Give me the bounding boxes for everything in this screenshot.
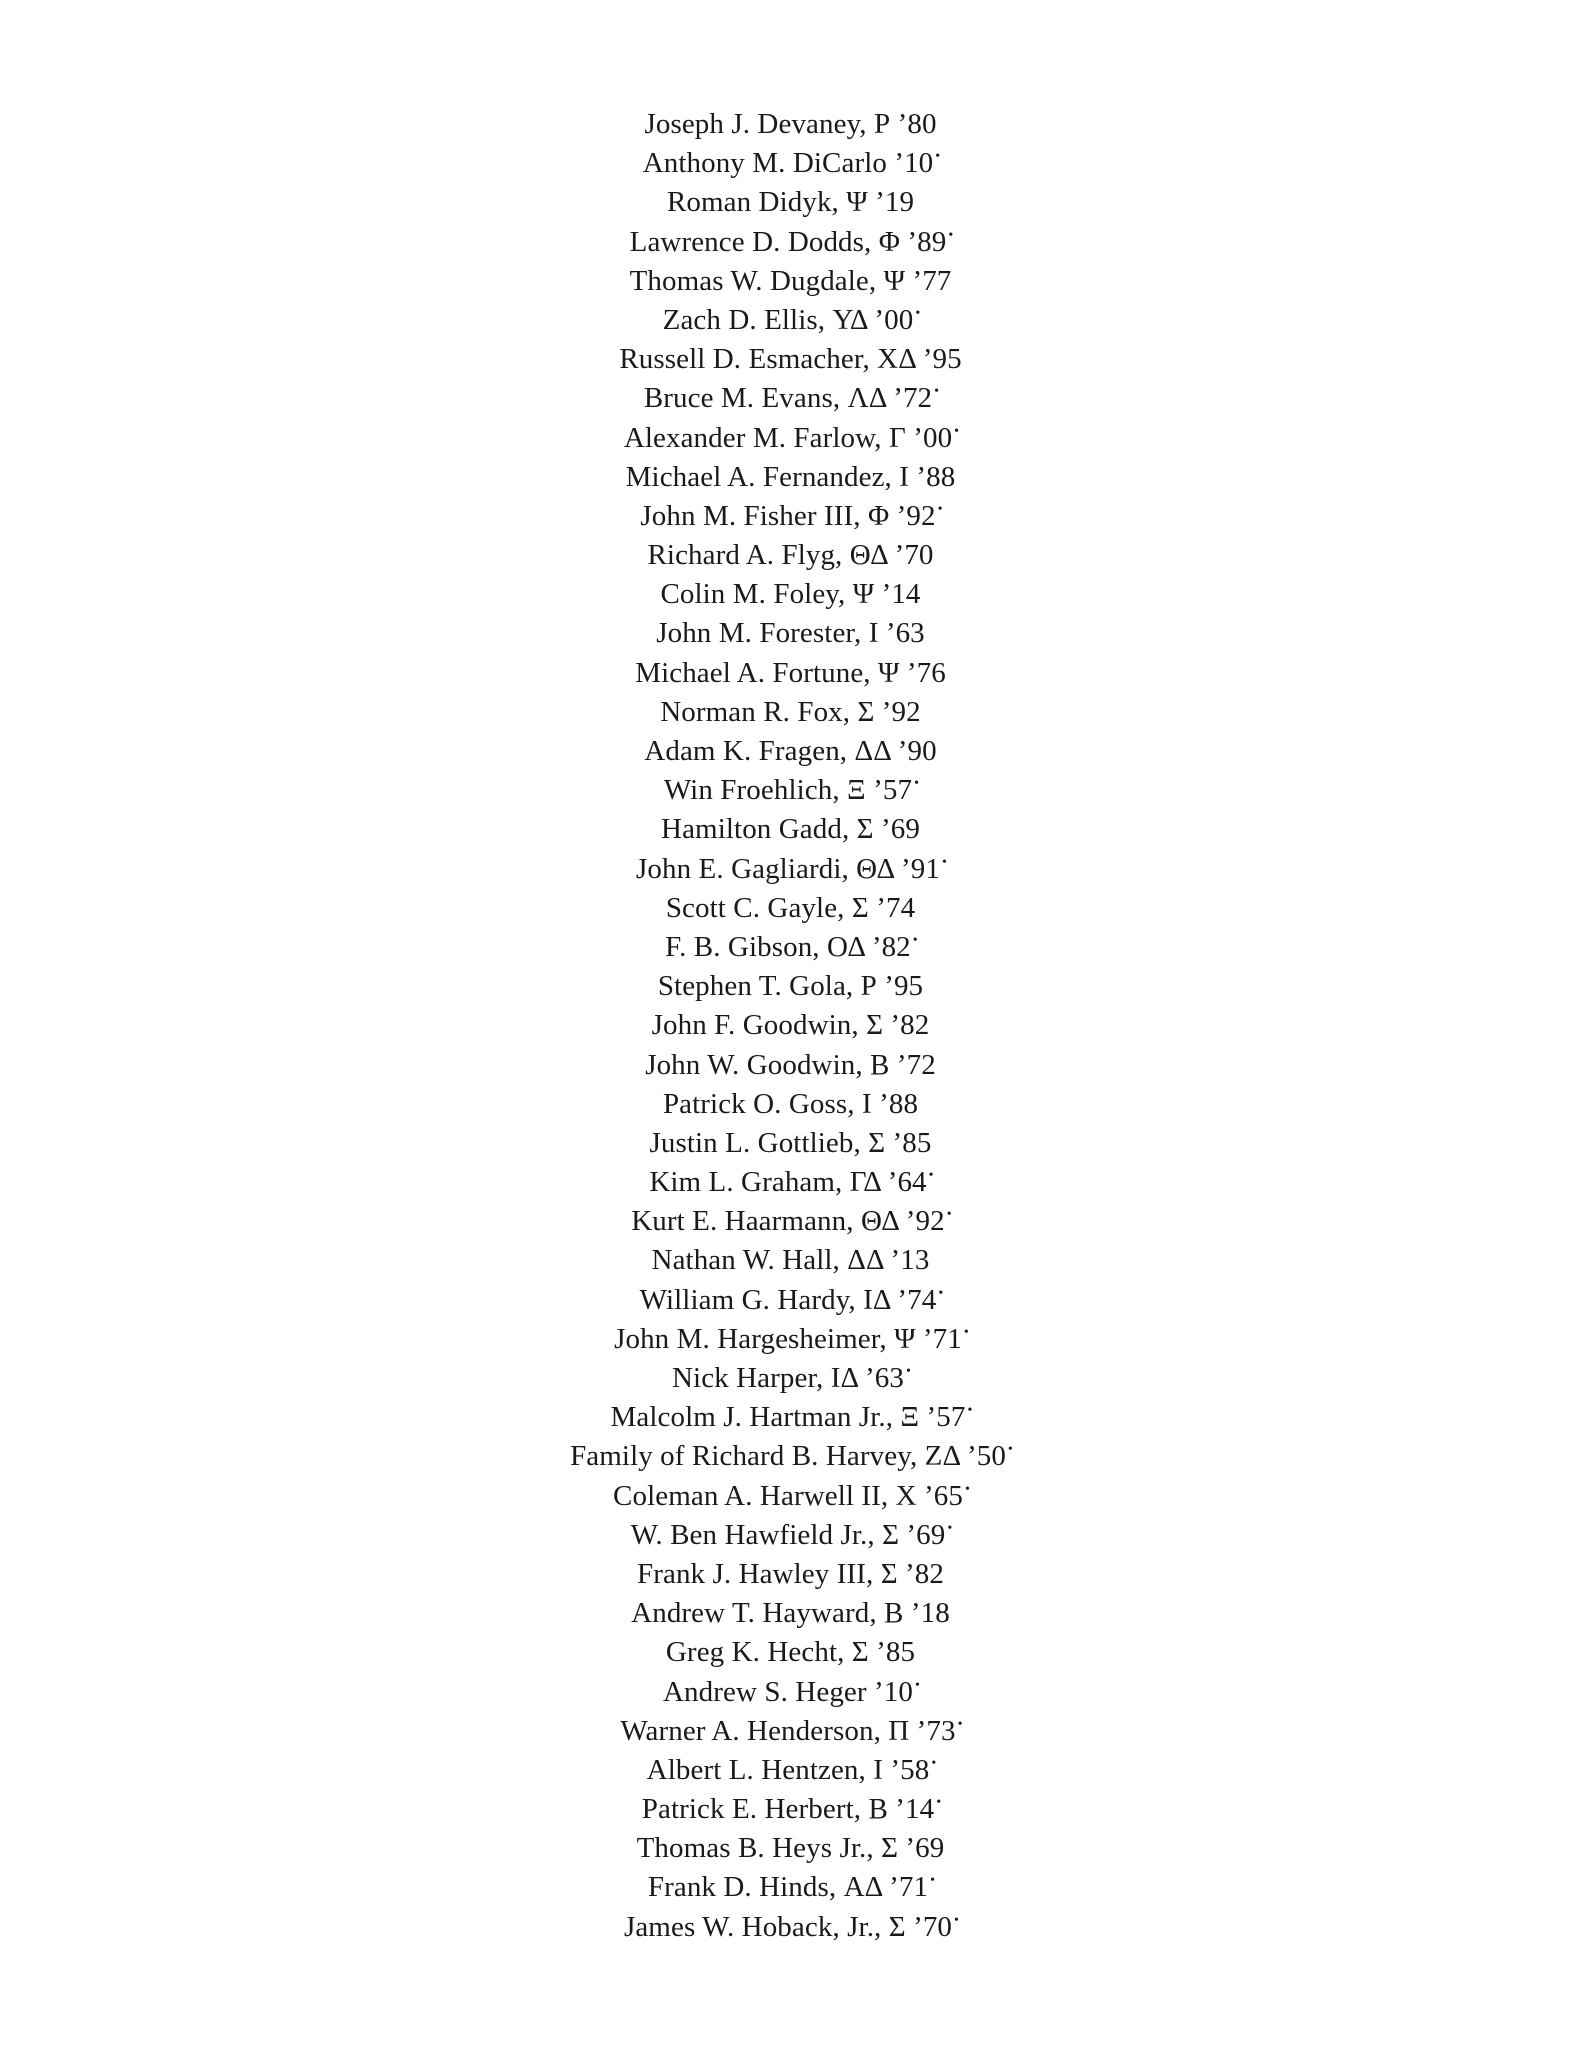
deceased-mark: • (964, 1481, 970, 1497)
deceased-mark: • (941, 854, 947, 870)
donor-name-text: F. B. Gibson, ΟΔ ’82 (665, 930, 911, 963)
deceased-mark: • (905, 1364, 911, 1379)
donor-name (647, 529, 935, 572)
deceased-mark: • (954, 1912, 960, 1928)
donor-name (630, 1509, 953, 1551)
deceased-mark: • (937, 501, 943, 517)
donor-name (643, 372, 940, 415)
donor-name-text: Justin L. Gottlieb, Σ ’85 (649, 1126, 932, 1159)
deceased-mark: • (914, 776, 920, 792)
donor-name (645, 1039, 938, 1081)
donor-name-text: Albert L. Hentzen, Ι ’58 (646, 1753, 930, 1786)
donor-name-text: John E. Gagliardi, ΘΔ ’91 (636, 852, 940, 885)
donor-name-text: Win Froehlich, Ξ ’57 (663, 774, 913, 807)
donor-name-text: Colin M. Foley, Ψ ’14 (660, 578, 921, 611)
donor-name-text: James W. Hoback, Jr., Σ ’70 (623, 1910, 953, 1943)
donor-name-text: William G. Hardy, ΙΔ ’74 (639, 1283, 937, 1316)
donor-name-text: Warner A. Henderson, Π ’73 (620, 1714, 956, 1747)
donor-name-text: Patrick O. Goss, Ι ’88 (662, 1087, 919, 1120)
donor-name-text: Frank D. Hinds, ΑΔ ’71 (647, 1871, 929, 1904)
donor-name-text: Zach D. Ellis, ΥΔ ’00 (662, 303, 914, 336)
donor-name-text: Coleman A. Harwell II, Χ ’65 (613, 1479, 963, 1512)
donor-name-text: W. Ben Hawfield Jr., Σ ’69 (630, 1518, 946, 1551)
donor-name (657, 960, 925, 1003)
donor-name-text: Adam K. Fragen, ΔΔ ’90 (644, 735, 937, 767)
donor-name-text: Nathan W. Hall, ΔΔ ’13 (651, 1244, 930, 1277)
donor-name (666, 176, 916, 219)
donor-name-text: Kurt E. Haarmann, ΘΔ ’92 (631, 1205, 945, 1238)
deceased-mark: • (915, 305, 921, 321)
donor-name (665, 1626, 917, 1669)
donor-name (636, 843, 947, 885)
donor-name-text: Anthony M. DiCarlo ’10 (642, 147, 934, 180)
donor-name (660, 568, 922, 611)
donor-name (614, 1313, 969, 1355)
donor-name-text: Joseph J. Devaney, Ρ ’80 (644, 108, 937, 140)
donor-name (623, 412, 960, 454)
donor-name (570, 1430, 1013, 1473)
donor-name-text: Michael A. Fernandez, Ι ’88 (625, 460, 956, 493)
donor-name-text: Norman R. Fox, Σ ’92 (660, 695, 921, 728)
donor-name (642, 137, 941, 180)
donor-name (662, 1078, 920, 1120)
deceased-mark: • (948, 227, 954, 243)
donor-name-text: Patrick E. Herbert, Β ’14 (641, 1793, 935, 1826)
donor-name-text: Michael A. Fortune, Ψ ’76 (635, 656, 946, 689)
donor-name (644, 725, 938, 767)
donor-name-text: Andrew S. Heger ’10 (663, 1675, 913, 1708)
donor-name (672, 1352, 911, 1394)
donor-name (613, 1470, 970, 1512)
donor-name-text: Thomas W. Dugdale, Ψ ’77 (629, 264, 952, 297)
deceased-mark: • (954, 423, 960, 439)
donor-name-text: John M. Fisher III, Φ ’92 (640, 499, 936, 532)
donor-name (663, 764, 920, 807)
deceased-mark: • (934, 384, 940, 400)
donor-name (620, 1705, 963, 1747)
donor-name (665, 921, 918, 963)
donor-name (660, 686, 923, 728)
donor-name (649, 1117, 934, 1159)
donor-name (640, 490, 943, 532)
donor-name-text: Kim L. Graham, ΓΔ ’64 (649, 1166, 927, 1199)
donor-name-text: Richard A. Flyg, ΘΔ ’70 (647, 539, 934, 572)
donor-name (631, 1587, 952, 1630)
donor-name (631, 1195, 952, 1238)
donor-name (641, 1783, 942, 1826)
deceased-mark: • (946, 1207, 952, 1223)
deceased-mark: • (912, 932, 918, 948)
donor-name-text: Family of Richard B. Harvey, ΖΔ ’50 (570, 1440, 1006, 1473)
donor-name-text: Hamilton Gadd, Σ ’69 (661, 813, 920, 846)
donor-name-text: John M. Hargesheimer, Ψ ’71 (614, 1322, 962, 1355)
deceased-mark: • (947, 1520, 953, 1536)
donor-name (644, 98, 938, 140)
deceased-mark: • (931, 1755, 937, 1771)
donor-name-text: Malcolm J. Hartman Jr., Ξ ’57 (610, 1401, 966, 1434)
donor-name (656, 607, 927, 650)
donor-name (649, 1156, 934, 1199)
deceased-mark: • (914, 1677, 920, 1693)
donor-name-text: Stephen T. Gola, Ρ ’95 (657, 970, 924, 1003)
donor-name-text: Russell D. Esmacher, ΧΔ ’95 (619, 343, 962, 376)
deceased-mark: • (938, 1285, 944, 1301)
donor-name (637, 1548, 946, 1590)
donor-name (647, 1861, 936, 1904)
donor-name (651, 1234, 932, 1277)
donor-name (665, 882, 917, 924)
deceased-mark: • (928, 1168, 934, 1184)
donor-name-text: Thomas B. Heys Jr., Σ ’69 (636, 1832, 945, 1865)
donor-name-text: Lawrence D. Dodds, Φ ’89 (629, 225, 947, 258)
donor-name-text: Alexander M. Farlow, Γ ’00 (623, 421, 953, 454)
donor-name (635, 647, 948, 689)
deceased-mark: • (935, 149, 941, 165)
deceased-mark: • (1007, 1442, 1013, 1458)
donor-name (629, 255, 954, 297)
donor-name (663, 1666, 920, 1708)
deceased-mark: • (963, 1324, 969, 1340)
donor-name (623, 1901, 960, 1943)
deceased-mark: • (967, 1403, 973, 1419)
donor-name-text: John M. Forester, Ι ’63 (656, 617, 925, 650)
donor-name (625, 451, 958, 493)
donor-name-text: Greg K. Hecht, Σ ’85 (665, 1636, 916, 1669)
donor-name (610, 1391, 973, 1434)
deceased-mark: • (957, 1716, 963, 1732)
donor-name-text: John W. Goodwin, Β ’72 (645, 1048, 936, 1081)
donor-name (662, 294, 921, 336)
donor-name (619, 333, 963, 376)
donor-name-text: Nick Harper, ΙΔ ’63 (672, 1362, 904, 1394)
donor-name-text: Andrew T. Hayward, Β ’18 (631, 1597, 950, 1630)
donor-name-text: Scott C. Gayle, Σ ’74 (665, 891, 916, 924)
donor-name (636, 1822, 947, 1865)
donor-name-text: Bruce M. Evans, ΛΔ ’72 (643, 382, 933, 415)
deceased-mark: • (936, 1795, 942, 1811)
donor-name (629, 216, 954, 258)
donor-list (0, 98, 1583, 1943)
donor-name-text: Frank J. Hawley III, Σ ’82 (637, 1557, 944, 1590)
donor-name-text: Roman Didyk, Ψ ’19 (666, 186, 915, 219)
deceased-mark: • (930, 1873, 936, 1889)
donor-name (651, 999, 932, 1042)
donor-name (639, 1274, 944, 1316)
donor-name (661, 803, 922, 846)
donor-name-text: John F. Goodwin, Σ ’82 (651, 1009, 930, 1042)
donor-name (646, 1744, 937, 1786)
